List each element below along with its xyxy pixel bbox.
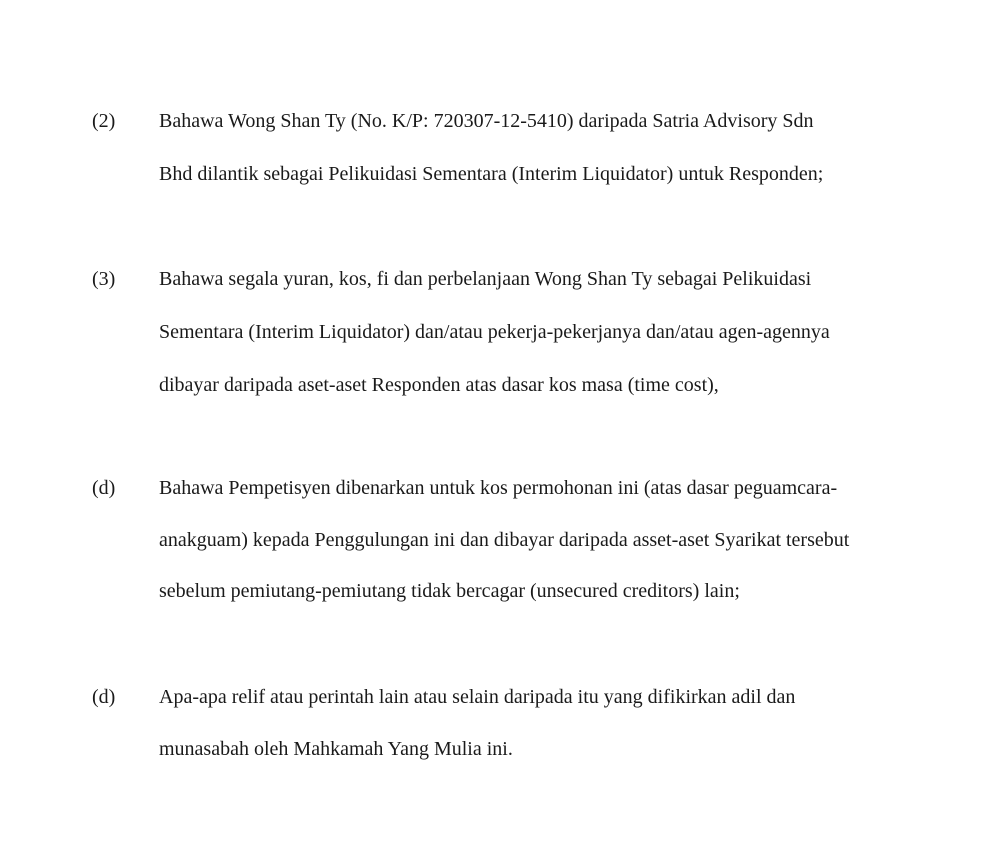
clause-line: munasabah oleh Mahkamah Yang Mulia ini. bbox=[159, 738, 513, 760]
clause-line: Apa-apa relif atau perintah lain atau selain daripada itu yang difikirkan adil dan bbox=[159, 686, 796, 708]
clause-line: Sementara (Interim Liquidator) dan/atau pekerja-pekerjanya dan/atau agen-agennya bbox=[159, 321, 830, 343]
clause-number: (d) bbox=[92, 686, 116, 708]
clause-line: dibayar daripada aset-aset Responden atas dasar kos masa (time cost), bbox=[159, 374, 719, 396]
clause-number: (d) bbox=[92, 477, 116, 499]
clause-line: sebelum pemiutang-pemiutang tidak bercagar (unsecured creditors) lain; bbox=[159, 580, 740, 602]
clause-line: Bahawa segala yuran, kos, fi dan perbelanjaan Wong Shan Ty sebagai Pelikuidasi bbox=[159, 268, 812, 290]
clause-line: Bhd dilantik sebagai Pelikuidasi Sementara (Interim Liquidator) untuk Responden; bbox=[159, 163, 824, 185]
clause-number: (2) bbox=[92, 110, 116, 132]
clause-number: (3) bbox=[92, 268, 116, 290]
clause-line: Bahawa Pempetisyen dibenarkan untuk kos permohonan ini (atas dasar peguamcara- bbox=[159, 477, 838, 499]
clause-line: anakguam) kepada Penggulungan ini dan dibayar daripada asset-aset Syarikat tersebut bbox=[159, 529, 850, 551]
clause-line: Bahawa Wong Shan Ty (No. K/P: 720307-12-5410) daripada Satria Advisory Sdn bbox=[159, 110, 814, 132]
